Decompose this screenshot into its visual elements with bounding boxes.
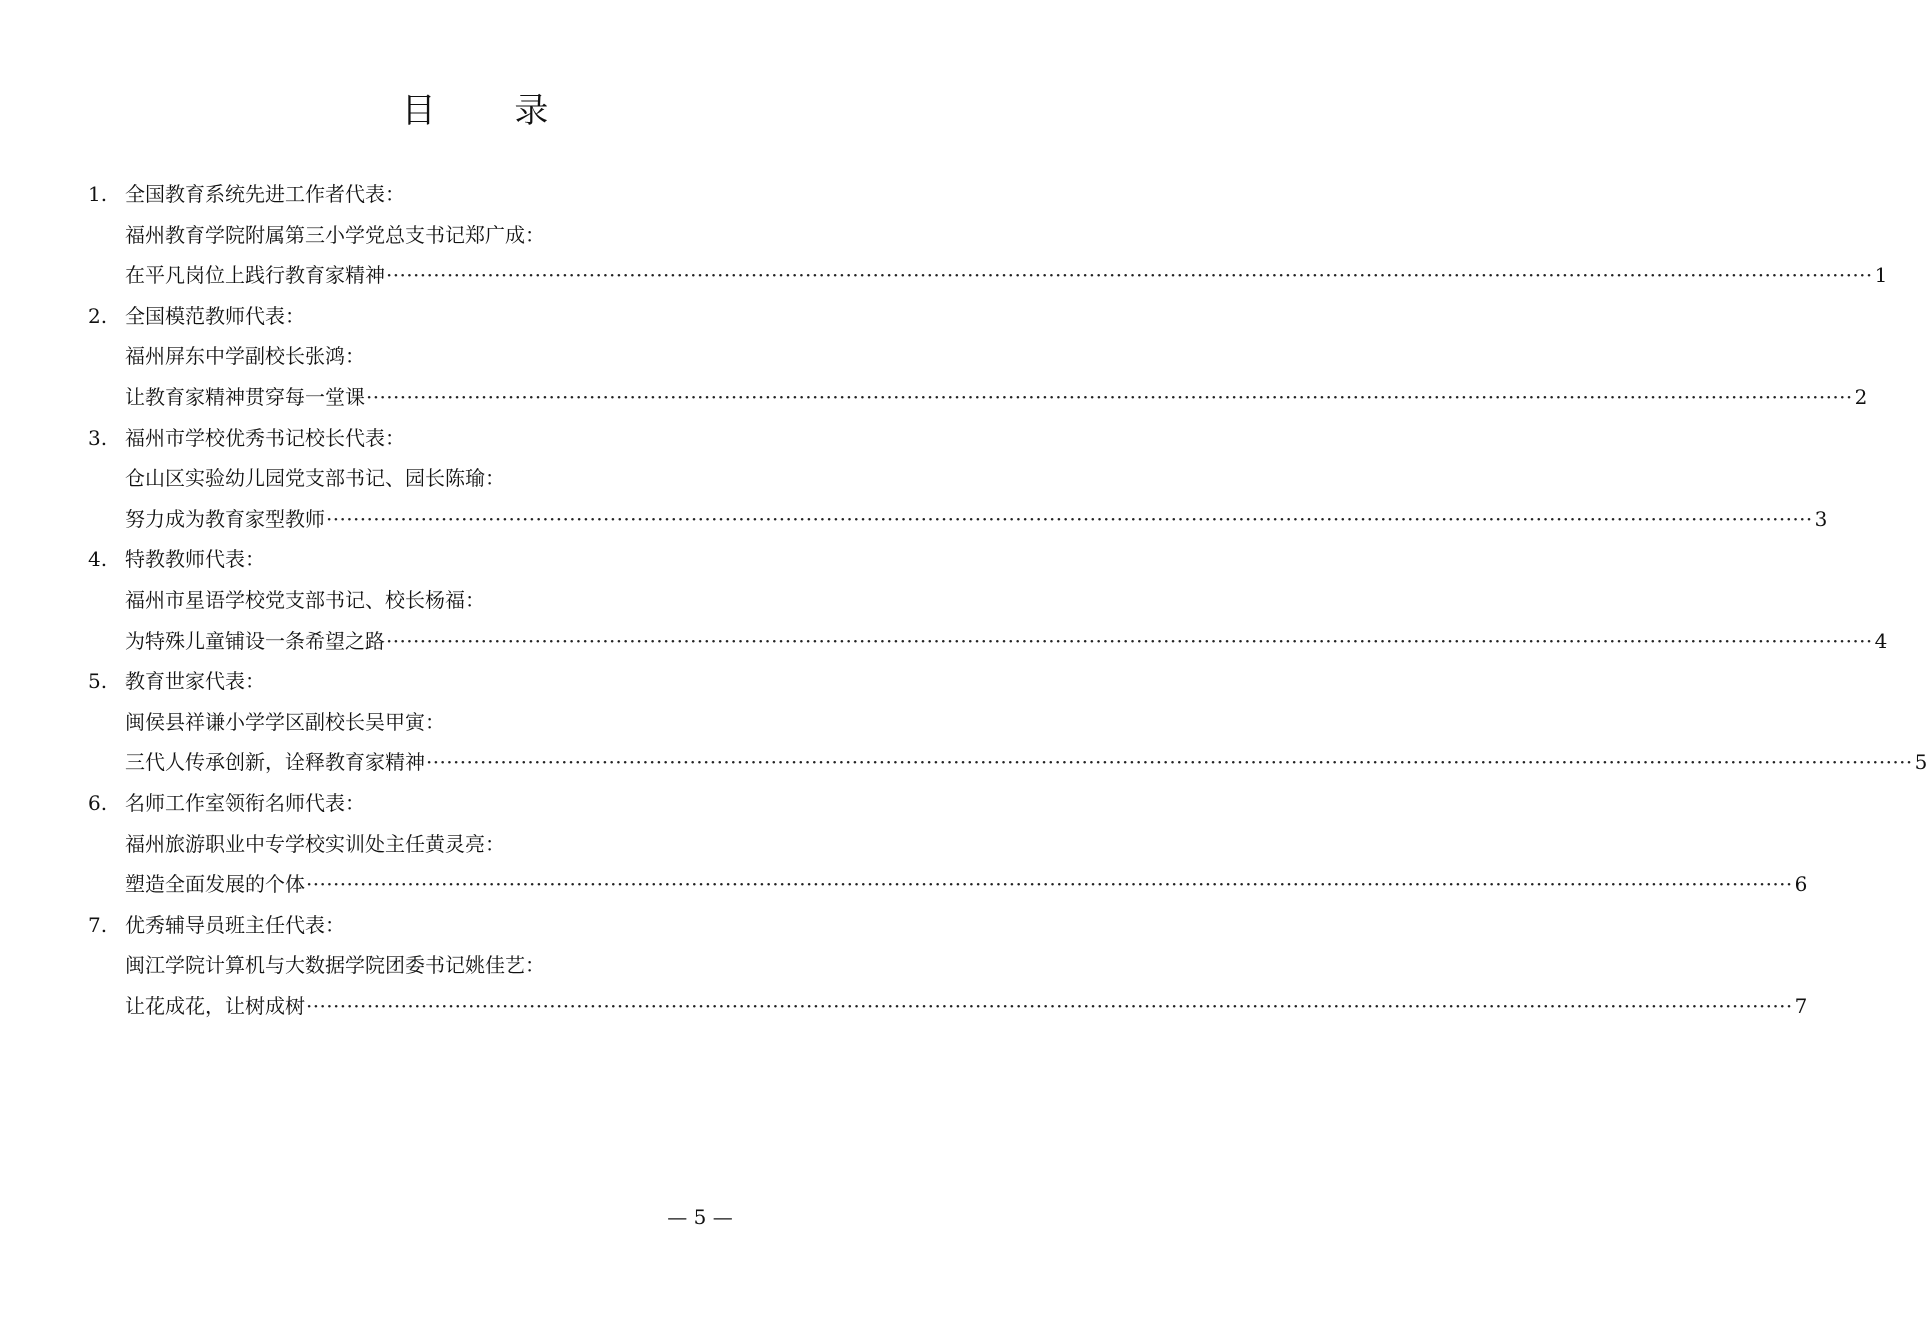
section-number: 2. (88, 303, 108, 328)
toc-section-3 (0, 424, 1828, 546)
section-number: 7. (88, 912, 108, 937)
section-number: 4. (88, 547, 108, 572)
section-subtitle: 福州旅游职业中专学校实训处主任黄灵亮： (125, 831, 505, 856)
dot-leader: ···························································································································································································································· (426, 750, 1913, 775)
toc-section-7 (0, 911, 1808, 1033)
section-subtitle: 福州屏东中学副校长张鸿： (125, 344, 365, 369)
page-title: 目 录 (401, 91, 583, 131)
section-number: 1. (88, 182, 108, 206)
section-subtitle: 福州市星语学校党支部书记、校长杨福： (125, 587, 485, 612)
entry-page-number: 3 (1814, 506, 1828, 531)
section-heading-text: 全国模范教师代表： (125, 303, 305, 328)
entry-page-number: 5 (1914, 750, 1927, 775)
entry-title: 让教育家精神贯穿每一堂课 (125, 384, 365, 409)
section-heading-text: 福州市学校优秀书记校长代表： (125, 425, 405, 450)
toc-section-5 (0, 667, 1927, 789)
section-heading (0, 911, 950, 952)
toc-entry[interactable] (125, 505, 1828, 546)
toc-section-6 (0, 789, 1808, 911)
entry-title: 在平凡岗位上践行教育家精神 (125, 263, 385, 288)
entry-title: 为特殊儿童铺设一条希望之路 (125, 628, 385, 653)
section-heading (0, 545, 950, 586)
section-heading (0, 667, 950, 708)
section-subtitle: 闽江学院计算机与大数据学院团委书记姚佳艺： (125, 953, 545, 978)
entry-page-number: 1 (1874, 263, 1888, 288)
toc-entry[interactable] (125, 870, 1808, 911)
toc-entry[interactable] (125, 627, 1888, 668)
entry-title: 让花成花，让树成树 (125, 993, 305, 1018)
section-heading-text: 全国教育系统先进工作者代表： (125, 182, 405, 206)
entry-title: 三代人传承创新，诠释教育家精神 (125, 750, 425, 775)
table-of-contents (0, 180, 1927, 1032)
dot-leader: ···························································································································································································································· (366, 384, 1853, 409)
section-subtitle: 仓山区实验幼儿园党支部书记、园长陈瑜： (125, 466, 505, 491)
section-heading-text: 优秀辅导员班主任代表： (125, 912, 345, 937)
section-heading-text: 特教教师代表： (125, 547, 265, 572)
toc-section-1 (0, 180, 1888, 302)
section-heading (0, 302, 950, 343)
dot-leader: ···························································································································································································································· (306, 993, 1793, 1018)
dot-leader: ···························································································································································································································· (306, 872, 1793, 897)
section-number: 5. (88, 669, 108, 694)
footer-page-number: — 5 — (667, 1205, 733, 1229)
entry-title: 努力成为教育家型教师 (125, 506, 325, 531)
dot-leader: ···························································································································································································································· (386, 628, 1873, 653)
section-heading-text: 教育世家代表： (125, 669, 265, 694)
entry-page-number: 4 (1874, 628, 1888, 653)
toc-entry[interactable] (125, 748, 1927, 789)
section-number: 6. (88, 790, 108, 815)
dot-leader: ···························································································································································································································· (386, 263, 1873, 288)
toc-section-4 (0, 545, 1888, 667)
section-subtitle: 闽侯县祥谦小学学区副校长吴甲寅： (125, 709, 445, 734)
section-heading-text: 名师工作室领衔名师代表： (125, 790, 365, 815)
entry-page-number: 7 (1794, 993, 1808, 1018)
section-subtitle: 福州教育学院附属第三小学党总支书记郑广成： (125, 222, 545, 247)
section-heading (0, 789, 950, 830)
entry-title: 塑造全面发展的个体 (125, 872, 305, 897)
entry-page-number: 6 (1794, 872, 1808, 897)
entry-page-number: 2 (1854, 384, 1868, 409)
toc-entry[interactable] (125, 992, 1808, 1033)
section-heading (0, 424, 950, 465)
toc-entry[interactable] (125, 383, 1868, 424)
dot-leader: ···························································································································································································································· (326, 506, 1813, 531)
toc-section-2 (0, 302, 1868, 424)
toc-entry[interactable] (125, 261, 1888, 302)
section-number: 3. (88, 425, 108, 450)
section-heading (0, 180, 950, 221)
